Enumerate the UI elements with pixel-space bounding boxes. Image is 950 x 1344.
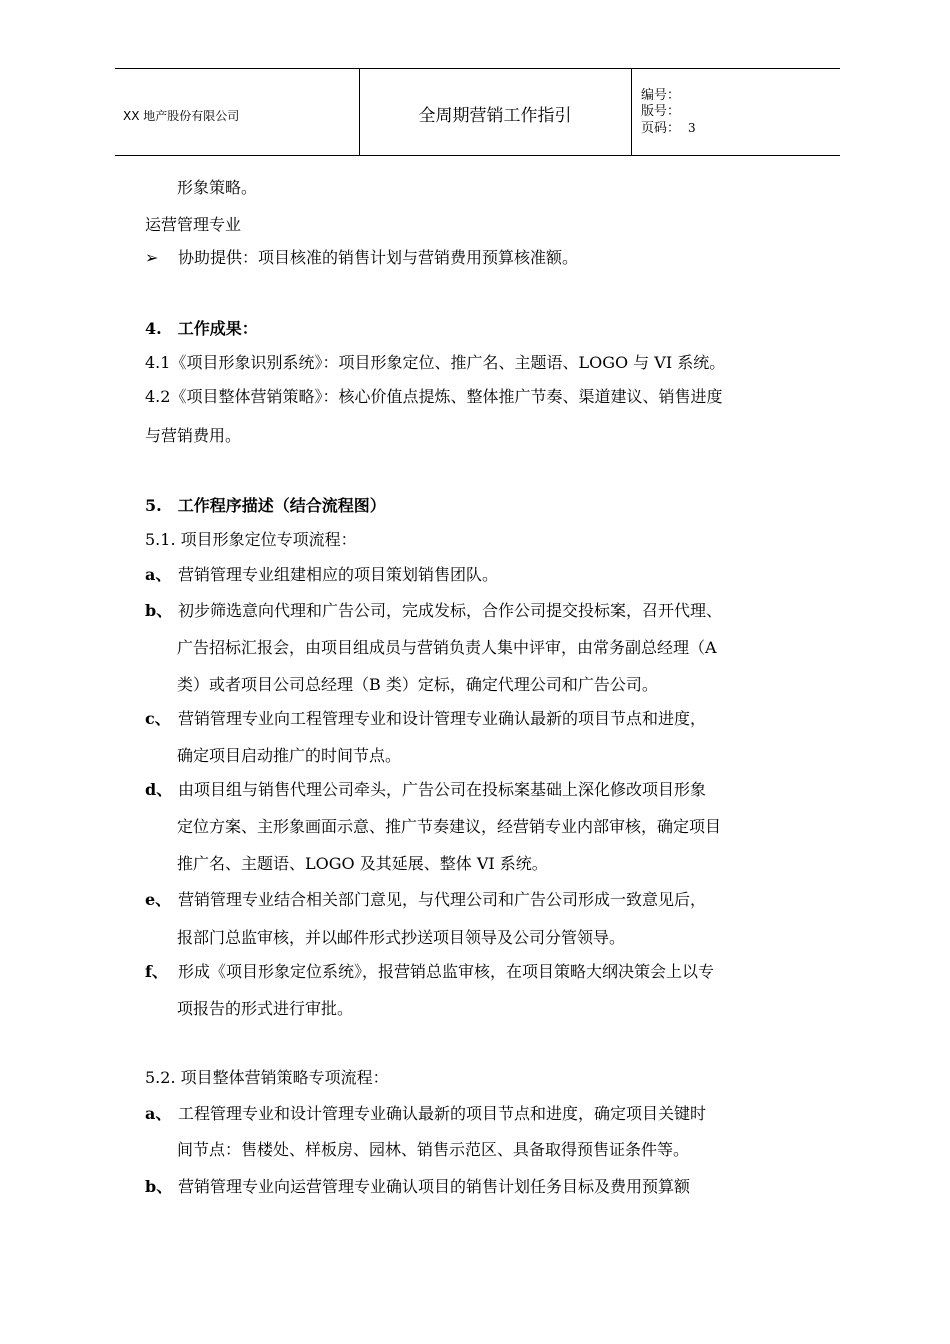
item-label: b、 — [145, 601, 173, 620]
list-item — [145, 780, 706, 800]
list-item — [145, 1104, 706, 1124]
list-item — [145, 709, 706, 729]
item-label: c、 — [145, 709, 171, 728]
list-item-continuation: 间节点：售楼处、样板房、园林、销售示范区、具备取得预售证条件等。 — [177, 1140, 690, 1159]
list-item-continuation: 报部门总监审核，并以邮件形式抄送项目领导及公司分管领导。 — [177, 928, 626, 947]
page-row — [641, 120, 696, 137]
list-item — [145, 1177, 690, 1197]
arrow-bullet-icon: ➢ — [145, 248, 159, 267]
list-item-continuation: 确定项目启动推广的时间节点。 — [177, 746, 402, 765]
subsection-heading: 5.2. 项目整体营销策略专项流程： — [145, 1068, 389, 1087]
item-label: f、 — [145, 962, 168, 981]
text-line: 4.1《项目形象识别系统》：项目形象定位、推广名、主题语、LOGO 与 VI 系统。 — [145, 353, 726, 372]
item-label: a、 — [145, 1104, 172, 1123]
list-item — [145, 962, 714, 982]
item-label: e、 — [145, 890, 172, 909]
company-name: XX 地产股份有限公司 — [123, 109, 240, 123]
version-label: 版号： — [641, 104, 681, 119]
list-item — [145, 890, 706, 910]
subsection-heading: 5.1. 项目形象定位专项流程： — [145, 530, 357, 549]
item-text: 工程管理专业和设计管理专业确认最新的项目节点和进度，确定项目关键时 — [178, 1104, 707, 1123]
list-item-continuation: 推广名、主题语、LOGO 及其延展、整体 VI 系统。 — [177, 854, 548, 873]
header-meta — [641, 88, 696, 137]
document-header — [115, 68, 840, 156]
page-number: 3 — [688, 121, 696, 135]
header-title-cell — [359, 69, 632, 155]
item-text: 初步筛选意向代理和广告公司，完成发标，合作公司提交投标案，召开代理、 — [178, 601, 723, 620]
bullet-text: 协助提供：项目核准的销售计划与营销费用预算核准额。 — [178, 248, 579, 267]
item-label: b、 — [145, 1177, 173, 1196]
list-item — [145, 565, 498, 585]
list-item-continuation: 定位方案、主形象画面示意、推广节奏建议，经营销专业内部审核，确定项目 — [177, 817, 722, 836]
item-label: d、 — [145, 780, 173, 799]
item-text: 营销管理专业向工程管理专业和设计管理专业确认最新的项目节点和进度， — [178, 709, 707, 728]
item-text: 形成《项目形象定位系统》，报营销总监审核，在项目策略大纲决策会上以专 — [178, 962, 715, 981]
item-text: 营销管理专业组建相应的项目策划销售团队。 — [178, 565, 499, 584]
item-text: 由项目组与销售代理公司牵头，广告公司在投标案基础上深化修改项目形象 — [178, 780, 707, 799]
item-text: 营销管理专业结合相关部门意见，与代理公司和广告公司形成一致意见后， — [178, 890, 707, 909]
item-text: 营销管理专业向运营管理专业确认项目的销售计划任务目标及费用预算额 — [178, 1177, 691, 1196]
text-line: 4.2《项目整体营销策略》：核心价值点提炼、整体推广节奏、渠道建议、销售进度 — [145, 387, 723, 406]
list-item-continuation: 项报告的形式进行审批。 — [177, 999, 354, 1018]
page-label: 页码： — [641, 121, 681, 136]
bullet-item — [145, 248, 578, 268]
version-row — [641, 104, 696, 120]
section-heading: 4. 工作成果： — [145, 319, 258, 338]
text-line: 与营销费用。 — [145, 426, 242, 445]
header-company-cell — [115, 69, 360, 155]
code-label: 编号： — [641, 88, 681, 103]
document-title: 全周期营销工作指引 — [418, 106, 572, 126]
list-item-continuation: 广告招标汇报会，由项目组成员与营销负责人集中评审，由常务副总经理（A — [177, 638, 717, 657]
code-row — [641, 88, 696, 104]
list-item — [145, 601, 722, 621]
section-heading: 5. 工作程序描述（结合流程图） — [145, 496, 386, 515]
list-item-continuation: 类）或者项目公司总经理（B 类）定标，确定代理公司和广告公司。 — [177, 675, 658, 694]
text-line: 形象策略。 — [177, 178, 258, 197]
text-line: 运营管理专业 — [145, 215, 242, 234]
item-label: a、 — [145, 565, 172, 584]
